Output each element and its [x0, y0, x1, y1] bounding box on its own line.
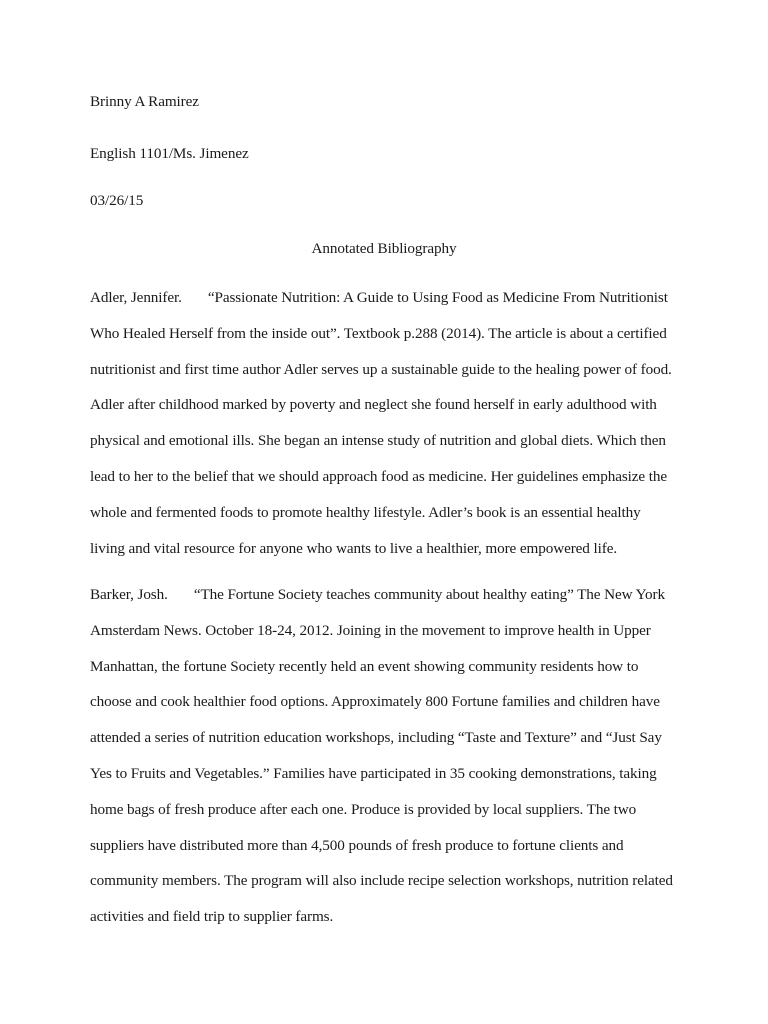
entry-first-line: [90, 288, 682, 324]
entry-line: lead to her to the belief that we should approach food as medicine. Her guidelines emphasize the: [90, 467, 668, 485]
citation-author: Barker, Josh.: [90, 586, 168, 603]
entry-line: choose and cook healthier food options. Approximately 800 Fortune families and children have: [90, 693, 660, 711]
course-info: English 1101/Ms. Jimenez: [90, 145, 249, 162]
entry-line: Yes to Fruits and Vegetables.” Families have participated in 35 cooking demonstrations, taking: [90, 764, 657, 782]
entry-line: whole and fermented foods to promote healthy lifestyle. Adler’s book is an essential healthy: [90, 503, 641, 521]
bibliography-entry: [90, 585, 682, 943]
entry-line: Adler after childhood marked by poverty and neglect she found herself in early adulthood with: [90, 396, 657, 414]
entry-line: “Passionate Nutrition: A Guide to Using Food as Medicine From Nutritionist: [207, 289, 668, 306]
entry-line: community members. The program will also include recipe selection workshops, nutrition related: [90, 872, 673, 890]
entry-line: physical and emotional ills. She began an intense study of nutrition and global diets. Which then: [90, 432, 666, 450]
entry-line: home bags of fresh produce after each one. Produce is provided by local suppliers. The two: [90, 800, 637, 818]
entry-line: Who Healed Herself from the inside out”. Textbook p.288 (2014). The article is about a certified: [90, 324, 667, 342]
document-date: 03/26/15: [90, 192, 144, 209]
entry-line: living and vital resource for anyone who wants to live a healthier, more empowered life.: [90, 539, 618, 557]
page-title: Annotated Bibliography: [311, 240, 457, 257]
entry-line: activities and field trip to supplier farms.: [90, 908, 334, 926]
entry-line: nutritionist and first time author Adler serves up a sustainable guide to the healing power of food.: [90, 360, 672, 378]
entry-line: attended a series of nutrition education workshops, including “Taste and Texture” and “Just Say: [90, 729, 662, 747]
entry-line: Manhattan, the fortune Society recently held an event showing community residents how to: [90, 657, 639, 675]
entry-line: “The Fortune Society teaches community about healthy eating” The New York: [193, 586, 665, 603]
entry-line: Amsterdam News. October 18-24, 2012. Joining in the movement to improve health in Upper: [90, 621, 651, 639]
entry-first-line: [90, 585, 682, 621]
author-name: Brinny A Ramirez: [90, 93, 199, 110]
citation-author: Adler, Jennifer.: [90, 289, 182, 306]
bibliography-entry: [90, 288, 682, 574]
entry-line: suppliers have distributed more than 4,500 pounds of fresh produce to fortune clients and: [90, 836, 624, 854]
